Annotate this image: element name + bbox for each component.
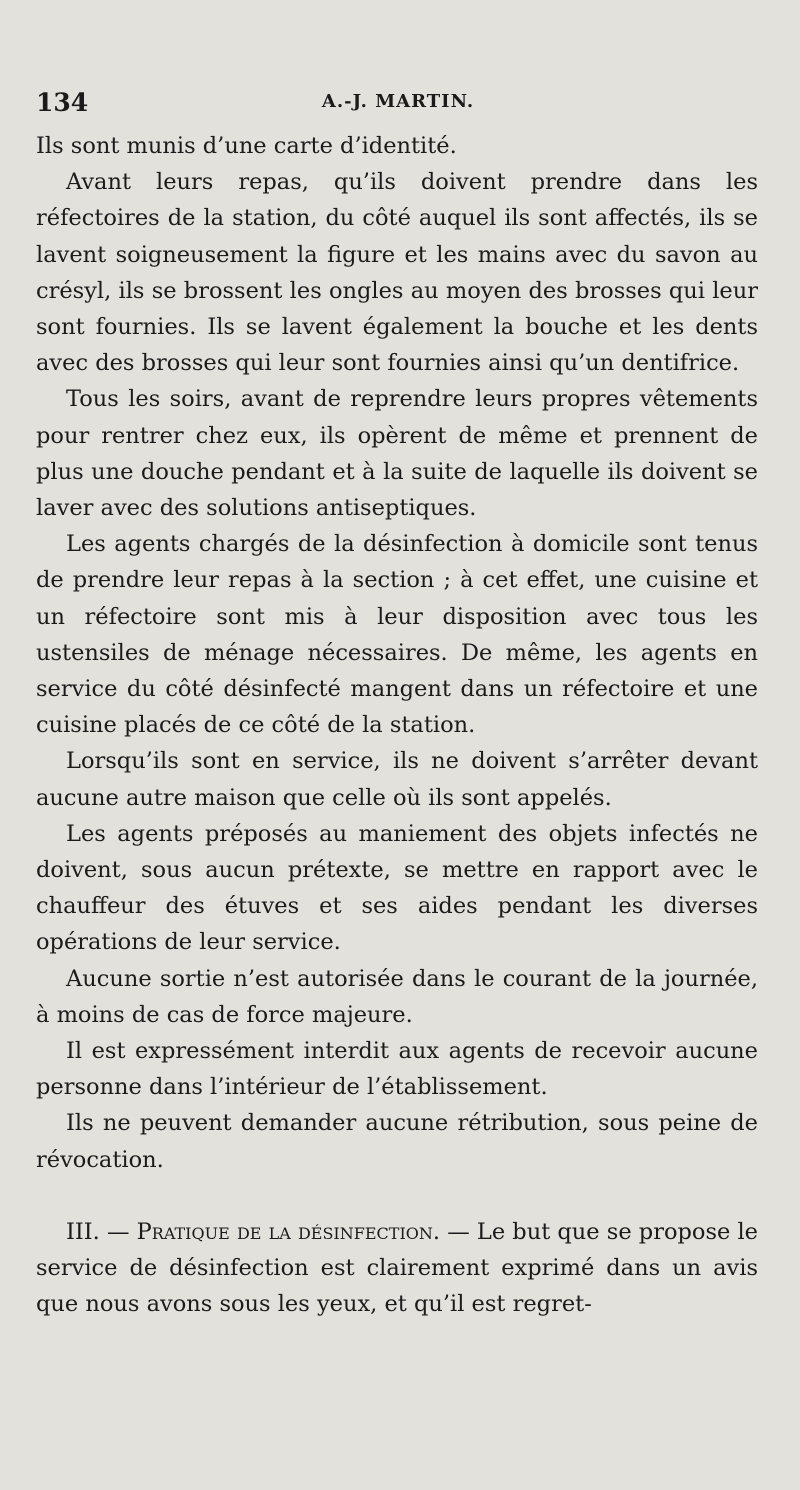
paragraph: Ils ne peuvent demander aucune rétribution, sous peine de révocation. — [36, 1110, 758, 1173]
paragraph: Les agents préposés au maniement des objets infectés ne doivent, sous aucun prétexte, se mettre en rapport avec le chauffeur des étuves et ses aides pendant les diverses opérations de leur service. — [36, 820, 758, 956]
page-header — [36, 88, 760, 124]
section-spacer — [36, 1178, 758, 1214]
paragraph: Les agents chargés de la désinfection à domicile sont tenus de prendre leur repas à la section ; à cet effet, une cuisine et un réfectoire sont mis à leur disposition avec tous les ustensiles de ménage nécessaires. De même, les agents en service du côté désinfecté mangent dans un réfectoire et une cuisine placés de ce côté de la station. — [36, 531, 758, 739]
paragraph: Avant leurs repas, qu’ils doivent prendre dans les réfectoires de la station, du côté auquel ils sont affectés, ils se lavent soigneusement la figure et les mains avec du savon au crésyl, ils se brossent les ongles au moyen des brosses qui leur sont fournies. Ils se lavent également la bouche et les dents avec des brosses qui leur sont fournies ainsi qu’un dentifrice. — [36, 169, 758, 377]
section-paragraph — [36, 1214, 758, 1323]
paragraph: Aucune sortie n’est autorisée dans le courant de la journée, à moins de cas de force majeure. — [36, 965, 758, 1028]
body-text — [36, 128, 758, 1323]
running-head: A.-J. MARTIN. — [321, 91, 475, 112]
paragraph: Il est expressément interdit aux agents de recevoir aucune personne dans l’intérieur de l’établissement. — [36, 1038, 758, 1101]
section-heading: III. — Pratique de la désinfection. — [66, 1218, 441, 1245]
page-number: 134 — [36, 88, 89, 117]
section-text: — Le but que se propose le service de désinfection est clairement exprimé dans un avis que nous avons sous les yeux, et qu’il est regret- — [36, 1218, 758, 1318]
paragraph: Lorsqu’ils sont en service, ils ne doivent s’arrêter devant aucune autre maison que celle où ils sont appelés. — [36, 748, 758, 811]
paragraph: Ils sont munis d’une carte d’identité. — [36, 133, 457, 159]
paragraph: Tous les soirs, avant de reprendre leurs propres vêtements pour rentrer chez eux, ils opèrent de même et prennent de plus une douche pendant et à la suite de laquelle ils doivent se laver avec des solutions antiseptiques. — [36, 386, 758, 522]
